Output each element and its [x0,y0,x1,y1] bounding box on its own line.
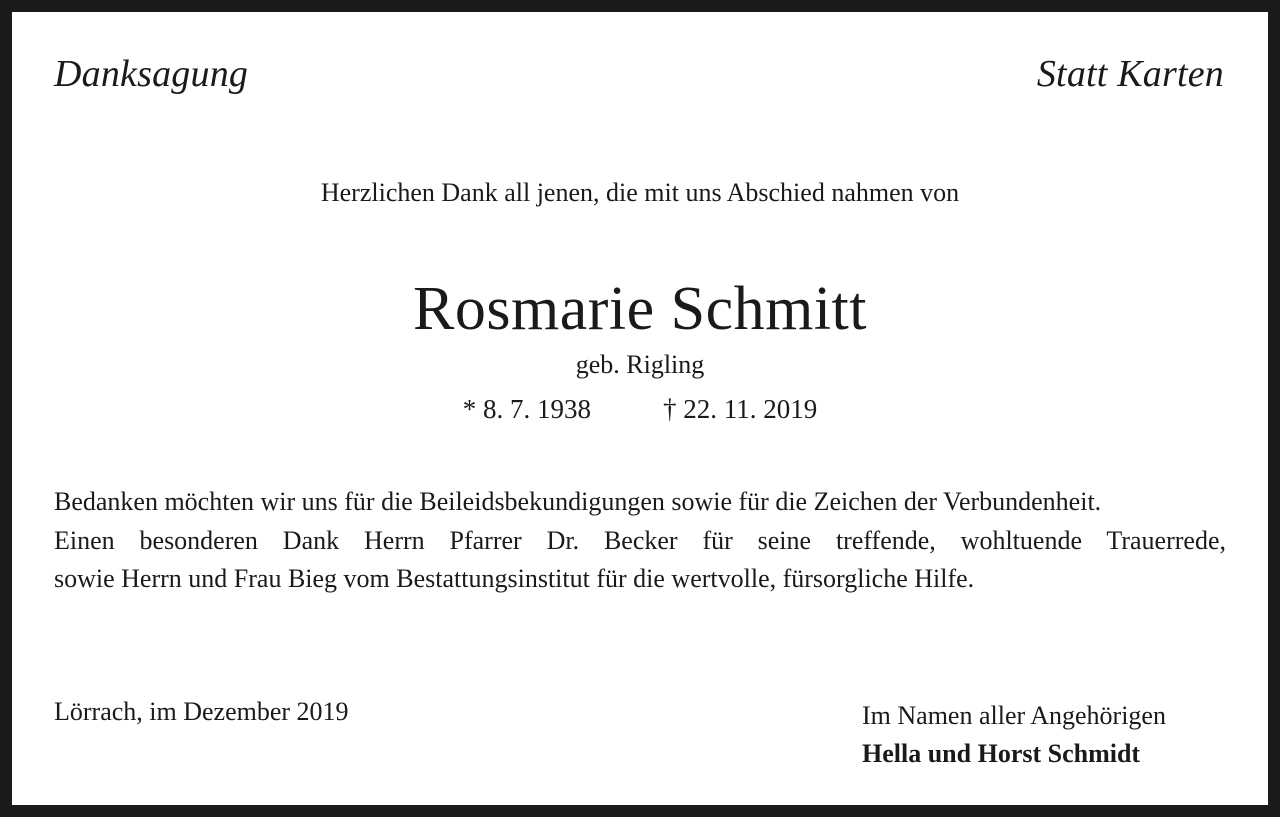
deceased-name: Rosmarie Schmitt [412,275,868,343]
obituary-card [12,12,1268,805]
header-left-title: Danksagung [54,53,249,95]
thanks-paragraph-2-line-1: Einen besonderen Dank Herrn Pfarrer Dr. Becker für seine treffende, wohltuende Trauerrede, [54,525,1226,555]
intro-text: Herzlichen Dank all jenen, die mit uns Abschied nahmen von [320,178,960,207]
thanks-paragraph-1: Bedanken möchten wir uns für die Beileidsbekundigungen sowie für die Zeichen der Verbundenheit. [54,487,1102,516]
place-date: Lörrach, im Dezember 2019 [54,697,349,726]
thanks-paragraph-2-line-2: sowie Herrn und Frau Bieg vom Bestattungsinstitut für die wertvolle, fürsorgliche Hilfe. [54,564,975,593]
signature-label: Im Namen aller Angehörigen [862,701,1166,730]
signature-names: Hella und Horst Schmidt [862,739,1141,768]
death-date: † 22. 11. 2019 [663,394,818,424]
header-right-title: Statt Karten [1036,53,1224,95]
life-dates [12,394,1268,425]
birth-date: * 8. 7. 1938 [462,394,591,424]
maiden-name: geb. Rigling [575,350,705,379]
signature-block [862,697,1166,773]
thanks-body [54,483,1226,599]
